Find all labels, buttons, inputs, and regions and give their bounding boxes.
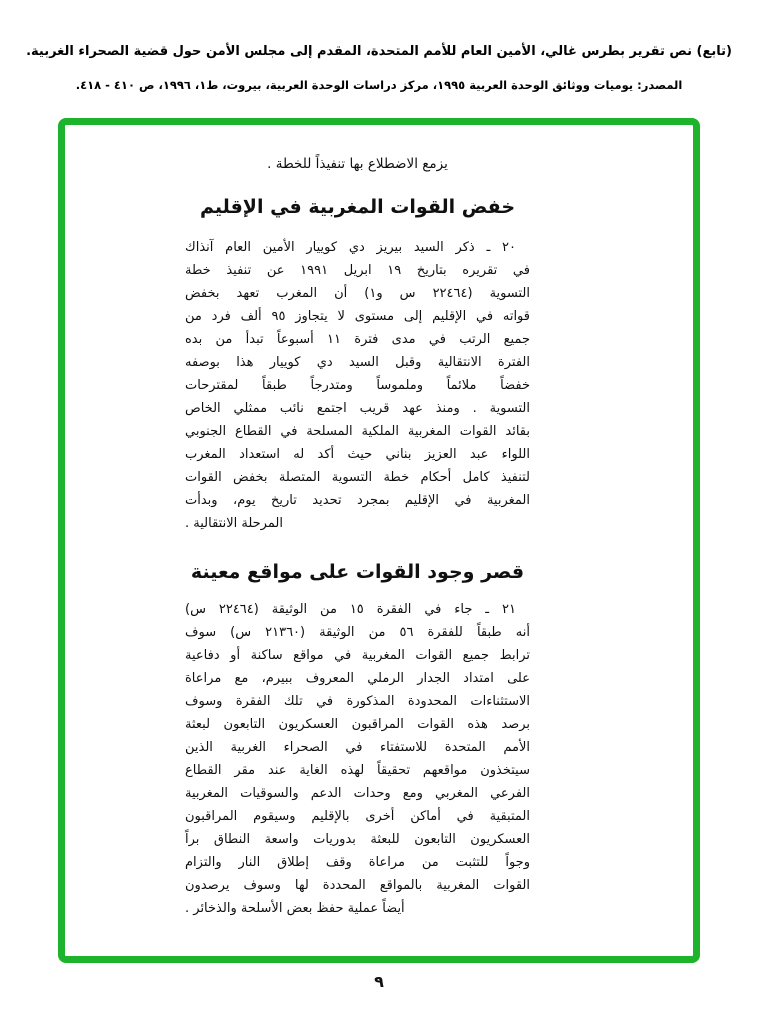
- paragraph-20: [185, 236, 530, 535]
- text-line: الفترة الانتقالية وقبل السيد دي كوييار هذا بوصفه: [185, 355, 530, 370]
- text-line: التسوية . ومنذ عهد قريب اجتمع نائب ممثلي الخاص: [185, 401, 530, 416]
- text-line: القوات المغربية بالمواقع المحددة لها وسوف يرصدون: [185, 878, 530, 893]
- text-line: العسكريون التابعون للبعثة بدوريات واسعة النطاق براً: [185, 832, 530, 847]
- section-heading-confinement-of-forces: قصر وجود القوات على مواقع معينة: [190, 561, 525, 583]
- section-heading-troop-reduction: خفض القوات المغربية في الإقليم: [199, 196, 516, 218]
- text-line: المتبقية في أماكن أخرى بالإقليم وسيقوم المراقبون: [185, 809, 530, 824]
- text-line: المرحلة الانتقالية .: [185, 516, 283, 531]
- document-caption: (تابع) نص تقرير بطرس غالي، الأمين العام للأمم المتحدة، المقدم إلى مجلس الأمن حول قضية الصحراء الغربية.: [26, 44, 732, 59]
- paragraph-21: [185, 598, 530, 920]
- text-line: وجواً للتثبت من مراعاة وقف إطلاق النار والتزام: [185, 855, 530, 870]
- text-line: أيضاً عملية حفظ بعض الأسلحة والذخائر .: [185, 901, 405, 916]
- text-line: في تقريره بتاريخ ١٩ ابريل ١٩٩١ عن تنفيذ خطة: [185, 263, 530, 278]
- text-line: الأمم المتحدة للاستفتاء في الصحراء الغربية الذين: [185, 740, 530, 755]
- text-line: لتنفيذ كامل أحكام خطة التسوية المتصلة بخفض القوات: [185, 470, 530, 485]
- text-line: ٢١ ـ جاء في الفقرة ١٥ من الوثيقة (٢٢٤٦٤ س): [185, 602, 516, 617]
- text-line: اللواء عبد العزيز بناني حيث أكد له استعداد المغرب: [185, 447, 530, 462]
- text-line: أنه طبقاً للفقرة ٥٦ من الوثيقة (٢١٣٦٠ س) سوف: [185, 625, 530, 640]
- text-line: الفرعي المغربي ومع وحدات الدعم والسوقيات المغربية: [185, 786, 530, 801]
- text-line: المغربية في الإقليم بمجرد تحديد تاريخ يوم، وبدأت: [185, 493, 530, 508]
- text-line: برصد هذه القوات المراقبون العسكريون التابعون لبعثة: [185, 717, 530, 732]
- text-line: خفضاً ملائماً وملموساً ومتدرجاً طبقاً لمقترحات: [185, 378, 530, 393]
- text-line: على امتداد الجدار الرملي المعروف ببيرم، مع مراعاة: [185, 671, 530, 686]
- text-line: ٢٠ ـ ذكر السيد بيريز دي كوييار الأمين العام آنذاك: [185, 240, 516, 255]
- text-column: [185, 125, 530, 920]
- text-line: الاستثناءات المحدودة المذكورة في تلك الفقرة وسوف: [185, 694, 530, 709]
- text-line: ترابط جميع القوات المغربية في مواقع ساكنة أو دفاعية: [185, 648, 530, 663]
- document-frame: [58, 118, 700, 963]
- text-line: التسوية (٢٢٤٦٤ س و١) أن المغرب تعهد بخفض: [185, 286, 530, 301]
- text-line: جميع الرتب في مدى فترة ١١ أسبوعاً تبدأ من بده: [185, 332, 530, 347]
- text-line: سيتخذون مواقعهم تحقيقاً لهذه الغاية عند مقر القطاع: [185, 763, 530, 778]
- source-citation: المصدر: يوميات ووثائق الوحدة العربية ١٩٩٥، مركز دراسات الوحدة العربية، بيروت، ط١، ١٩٩٦، ص ٤١٠ - ٤١٨.: [75, 78, 683, 92]
- text-line: قواته في الإقليم إلى مستوى لا يتجاوز ٩٥ ألف فرد من: [185, 309, 530, 324]
- continuation-line: يزمع الاضطلاع بها تنفيذاً للخطة .: [267, 156, 448, 172]
- text-line: بقائد القوات المغربية الملكية المسلحة في القطاع الجنوبي: [185, 424, 530, 439]
- page-number: ٩: [374, 972, 384, 991]
